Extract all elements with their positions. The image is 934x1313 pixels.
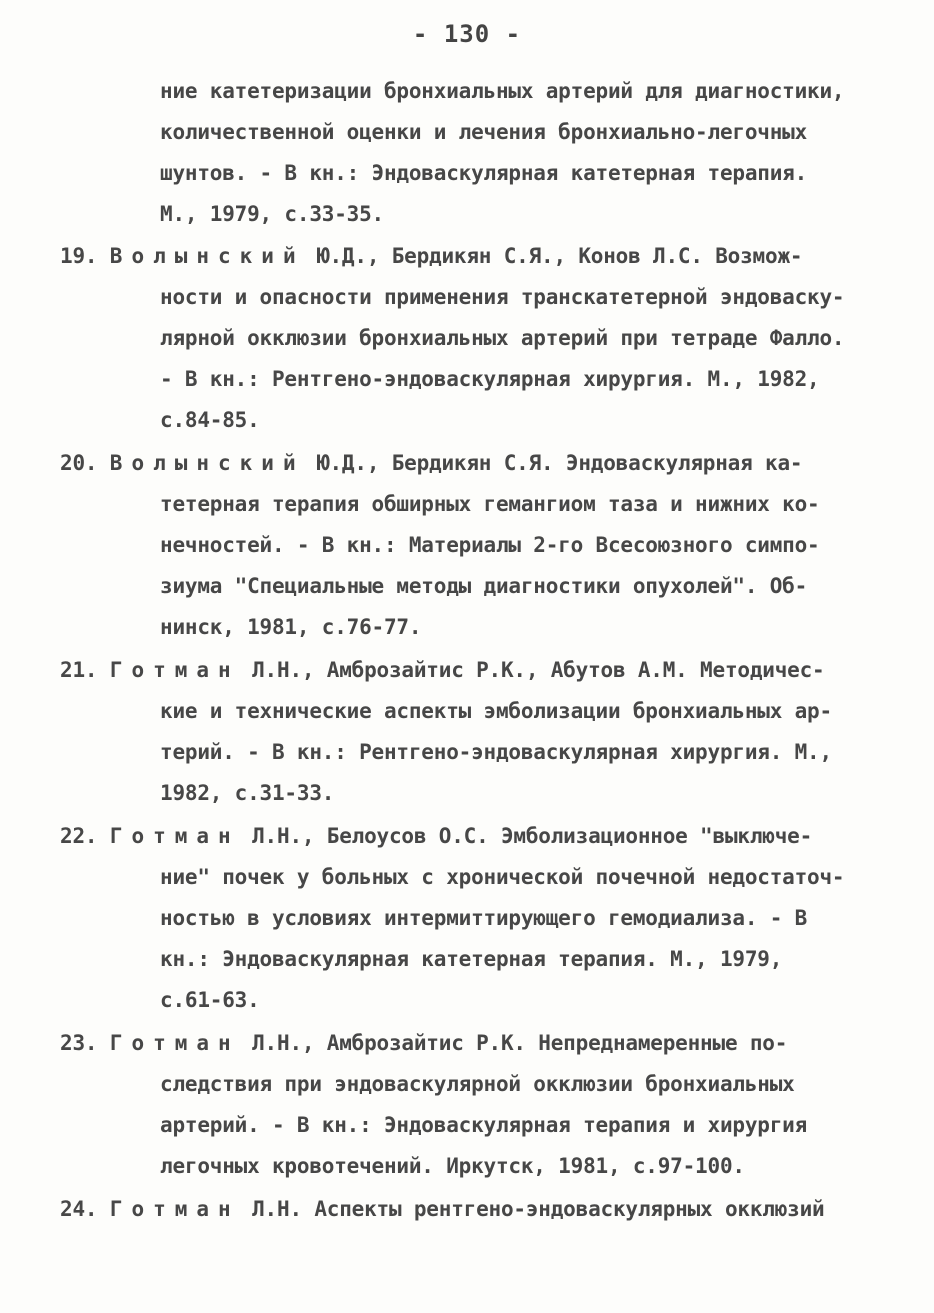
reference-line: зиума "Специальные методы диагностики опухолей". Об- bbox=[160, 574, 808, 598]
reference-text: Л.Н., Амброзайтис Р.К., Абутов А.М. Методичес- bbox=[252, 658, 825, 682]
reference-number: 23. bbox=[60, 1031, 98, 1055]
reference-number: 22. bbox=[60, 824, 98, 848]
reference-22-first-line bbox=[60, 821, 812, 851]
reference-text: Ю.Д., Бердикян С.Я., Конов Л.С. Возмож- bbox=[317, 244, 803, 268]
reference-line: кн.: Эндоваскулярная катетерная терапия. М., 1979, bbox=[160, 947, 783, 971]
reference-number: 20. bbox=[60, 451, 98, 475]
reference-author: Готман bbox=[109, 824, 240, 848]
reference-line: нинск, 1981, с.76-77. bbox=[160, 615, 422, 639]
reference-author: Волынский bbox=[109, 451, 305, 475]
reference-24-first-line bbox=[60, 1194, 825, 1224]
reference-line: терий. - В кн.: Рентгено-эндоваскулярная хирургия. М., bbox=[160, 740, 832, 764]
reference-23-first-line bbox=[60, 1028, 787, 1058]
reference-author: Готман bbox=[109, 658, 240, 682]
continuation-line: М., 1979, с.33-35. bbox=[160, 202, 384, 226]
page-number: - 130 - bbox=[412, 20, 522, 48]
reference-line: лярной окклюзии бронхиальных артерий при тетраде Фалло. bbox=[160, 326, 845, 350]
continuation-line: количественной оценки и лечения бронхиально-легочных bbox=[160, 120, 808, 144]
reference-text: Л.Н. Аспекты рентгено-эндоваскулярных окклюзий bbox=[252, 1197, 825, 1221]
reference-line: 1982, с.31-33. bbox=[160, 781, 335, 805]
reference-number: 24. bbox=[60, 1197, 98, 1221]
reference-line: легочных кровотечений. Иркутск, 1981, с.97-100. bbox=[160, 1154, 745, 1178]
reference-line: кие и технические аспекты эмболизации бронхиальных ар- bbox=[160, 699, 832, 723]
reference-line: ностью в условиях интермиттирующего гемодиализа. - В bbox=[160, 906, 808, 930]
reference-number: 19. bbox=[60, 244, 98, 268]
reference-author: Готман bbox=[109, 1197, 240, 1221]
reference-line: артерий. - В кн.: Эндоваскулярная терапия и хирургия bbox=[160, 1113, 808, 1137]
reference-line: тетерная терапия обширных гемангиом таза и нижних ко- bbox=[160, 492, 820, 516]
reference-21-first-line bbox=[60, 655, 825, 685]
continuation-line: шунтов. - В кн.: Эндоваскулярная катетерная терапия. bbox=[160, 161, 808, 185]
reference-text: Ю.Д., Бердикян С.Я. Эндоваскулярная ка- bbox=[317, 451, 803, 475]
continuation-line: ние катетеризации бронхиальных артерий для диагностики, bbox=[160, 79, 845, 103]
reference-line: - В кн.: Рентгено-эндоваскулярная хирургия. М., 1982, bbox=[160, 367, 820, 391]
reference-line: ности и опасности применения транскатетерной эндоваску- bbox=[160, 285, 845, 309]
reference-19-first-line bbox=[60, 241, 802, 271]
reference-line: нечностей. - В кн.: Материалы 2-го Всесоюзного симпо- bbox=[160, 533, 820, 557]
reference-number: 21. bbox=[60, 658, 98, 682]
reference-text: Л.Н., Амброзайтис Р.К. Непреднамеренные по- bbox=[252, 1031, 788, 1055]
reference-line: следствия при эндоваскулярной окклюзии бронхиальных bbox=[160, 1072, 795, 1096]
reference-line: с.61-63. bbox=[160, 988, 260, 1012]
reference-author: Готман bbox=[109, 1031, 240, 1055]
reference-line: ние" почек у больных с хронической почечной недостаточ- bbox=[160, 865, 845, 889]
reference-text: Л.Н., Белоусов О.С. Эмболизационное "выключе- bbox=[252, 824, 813, 848]
reference-line: с.84-85. bbox=[160, 408, 260, 432]
reference-20-first-line bbox=[60, 448, 802, 478]
reference-author: Волынский bbox=[109, 244, 305, 268]
